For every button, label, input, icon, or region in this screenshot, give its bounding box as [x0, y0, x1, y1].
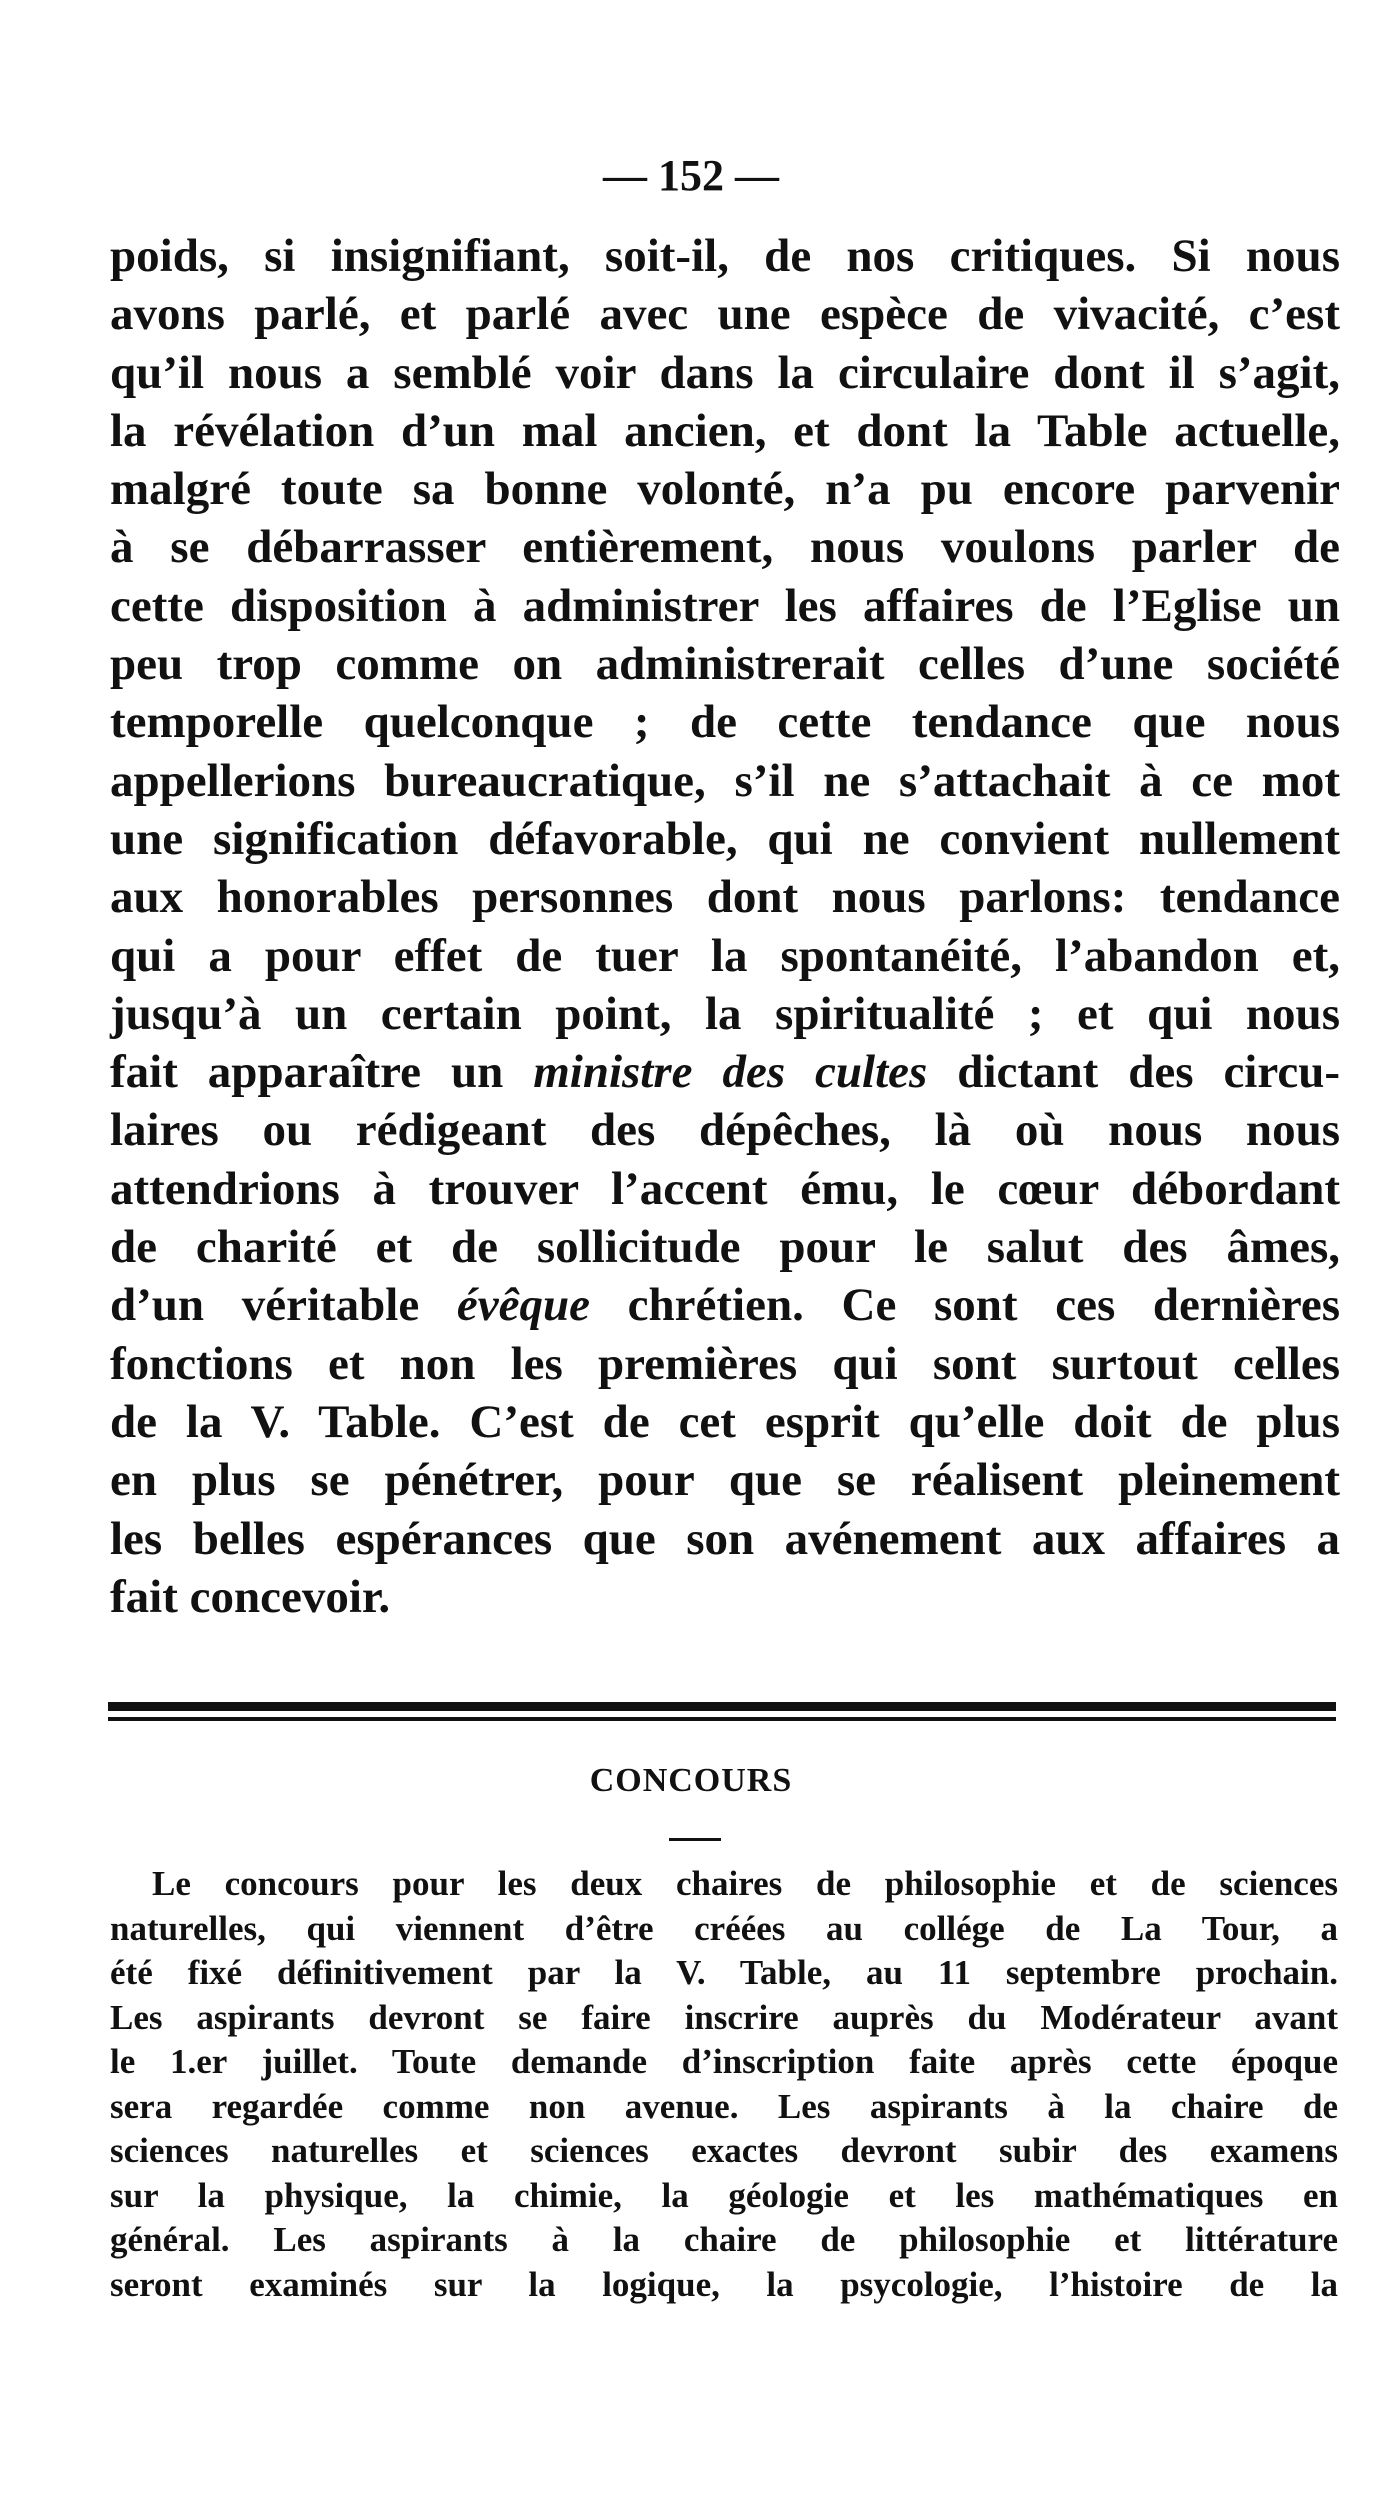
- text-line: général. Les aspirants à la chaire de philosophie et littérature: [110, 2220, 1338, 2259]
- text-line: cette disposition à administrer les affaires de l’Eglise un: [110, 579, 1340, 632]
- text-line: à se débarrasser entièrement, nous voulons parler de: [110, 521, 1340, 574]
- text-line: naturelles, qui viennent d’être créées au collége de La Tour, a: [110, 1908, 1338, 1948]
- text-line: qui a pour effet de tuer la spontanéité, l’abandon et,: [110, 929, 1340, 982]
- text-line: qu’il nous a semblé voir dans la circulaire dont il s’agit,: [110, 346, 1340, 399]
- text-segment: chrétien. Ce sont ces dernières: [627, 1279, 1341, 1332]
- italic-term: ministre des cultes: [533, 1046, 928, 1099]
- page-number: — 152 —: [603, 151, 779, 200]
- title-underline: [669, 1838, 721, 1841]
- section-title: CONCOURS: [589, 1762, 793, 1799]
- text-line: aux honorables personnes dont nous parlons: tendance: [110, 871, 1340, 924]
- text-line: fait concevoir.: [110, 1570, 391, 1623]
- text-segment: d’un véritable: [110, 1279, 420, 1332]
- text-line: appellerions bureaucratique, s’il ne s’attachait à ce mot: [110, 754, 1340, 807]
- text-line-with-italic: [110, 1043, 1340, 1101]
- text-line: sciences naturelles et sciences exactes devront subir des examens: [110, 2131, 1338, 2170]
- text-segment: dictant des circu-: [957, 1046, 1341, 1099]
- text-line: peu trop comme on administrerait celles d’une société: [110, 638, 1340, 691]
- text-segment: fait apparaître un: [110, 1046, 504, 1099]
- text-line: de charité et de sollicitude pour le salut des âmes,: [110, 1221, 1340, 1274]
- text-line: la révélation d’un mal ancien, et dont la Table actuelle,: [110, 404, 1340, 457]
- text-line: seront examinés sur la logique, la psycologie, l’histoire de la: [110, 2264, 1338, 2304]
- text-line: Le concours pour les deux chaires de philosophie et de sciences: [152, 1864, 1338, 1903]
- text-line: temporelle quelconque ; de cette tendance que nous: [110, 696, 1340, 749]
- concours-text: [110, 1862, 1338, 2307]
- text-line: en plus se pénétrer, pour que se réalisent pleinement: [110, 1454, 1340, 1507]
- text-line: Les aspirants devront se faire inscrire auprès du Modérateur avant: [110, 1997, 1338, 2037]
- text-line: attendrions à trouver l’accent ému, le cœur débordant: [110, 1162, 1340, 1215]
- text-line-with-italic: [110, 1276, 1340, 1334]
- text-line: jusqu’à un certain point, la spiritualité ; et qui nous: [110, 987, 1340, 1040]
- text-line: sera regardée comme non avenue. Les aspirants à la chaire de: [110, 2086, 1338, 2126]
- text-line: fonctions et non les premières qui sont surtout celles: [110, 1337, 1340, 1390]
- section-divider: [108, 1702, 1336, 1711]
- text-line: les belles espérances que son avénement aux affaires a: [110, 1512, 1340, 1565]
- text-line: avons parlé, et parlé avec une espèce de vivacité, c’est: [110, 288, 1340, 341]
- text-line: sur la physique, la chimie, la géologie et les mathématiques en: [110, 2175, 1338, 2215]
- text-line: poids, si insignifiant, soit-il, de nos critiques. Si nous: [110, 230, 1340, 282]
- text-line: malgré toute sa bonne volonté, n’a pu encore parvenir: [110, 463, 1340, 516]
- text-line: laires ou rédigeant des dépêches, là où nous nous: [110, 1104, 1340, 1157]
- text-line: de la V. Table. C’est de cet esprit qu’elle doit de plus: [110, 1395, 1340, 1448]
- section-divider-thin: [108, 1717, 1336, 1721]
- italic-term: évêque: [456, 1279, 590, 1332]
- text-line: le 1.er juillet. Toute demande d’inscription faite après cette époque: [110, 2042, 1338, 2081]
- text-line: une signification défavorable, qui ne convient nullement: [110, 812, 1340, 865]
- body-text: [110, 227, 1340, 1626]
- text-line: été fixé définitivement par la V. Table, au 11 septembre prochain.: [110, 1953, 1338, 1992]
